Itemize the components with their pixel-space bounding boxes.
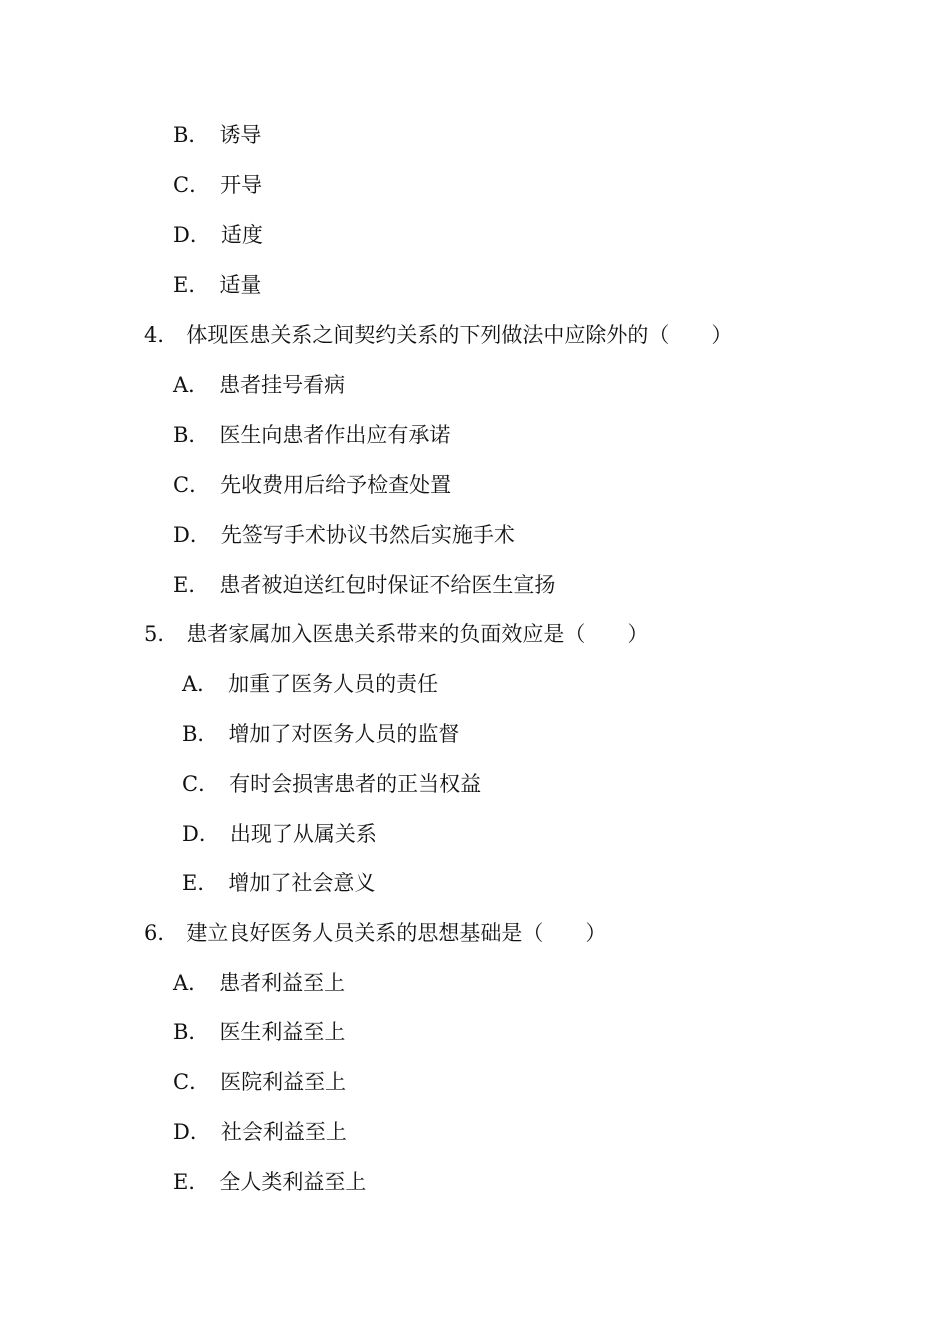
question-4-option-d [173, 521, 515, 549]
question-6-stem [144, 919, 606, 947]
option-text: 社会利益至上 [220, 1120, 347, 1144]
question-6-option-d [173, 1118, 347, 1146]
option-text: 医生利益至上 [219, 1020, 346, 1044]
question-6-option-a [173, 969, 345, 997]
question-text: 体现医患关系之间契约关系的下列做法中应除外的 [186, 323, 649, 347]
option-label: C． [173, 473, 211, 497]
option-label: B． [182, 722, 219, 746]
option-text: 患者利益至上 [219, 971, 346, 995]
option-text: 全人类利益至上 [219, 1170, 367, 1194]
option-label: C． [182, 772, 220, 796]
option-text: 增加了对医务人员的监督 [228, 722, 460, 746]
question-4-option-e [173, 571, 555, 599]
option-b [173, 121, 261, 149]
option-c [173, 171, 262, 199]
option-text: 患者被迫送红包时保证不给医生宣扬 [219, 573, 556, 597]
option-text: 医生向患者作出应有承诺 [219, 423, 451, 447]
option-label: C． [173, 173, 211, 197]
option-text: 增加了社会意义 [228, 871, 376, 895]
question-4-option-b [173, 421, 450, 449]
question-5-stem [144, 620, 648, 648]
question-4-option-a [173, 371, 345, 399]
question-5-option-b [182, 720, 459, 748]
option-label: E． [182, 871, 219, 895]
question-5-option-a [182, 670, 438, 698]
option-text: 开导 [220, 173, 263, 197]
question-number: 6． [144, 921, 179, 945]
option-label: D． [173, 223, 211, 247]
question-text: 建立良好医务人员关系的思想基础是 [186, 921, 523, 945]
option-label: A． [173, 373, 210, 397]
option-label: B． [173, 1020, 210, 1044]
option-text: 适度 [220, 223, 263, 247]
answer-blank: （ ） [648, 323, 733, 347]
option-label: B． [173, 123, 210, 147]
option-label: D． [173, 1120, 211, 1144]
option-text: 先收费用后给予检查处置 [220, 473, 452, 497]
answer-blank: （ ） [564, 622, 649, 646]
option-label: E． [173, 273, 210, 297]
option-e [173, 271, 261, 299]
question-6-option-b [173, 1018, 345, 1046]
option-text: 先签写手术协议书然后实施手术 [220, 523, 515, 547]
question-6-option-e [173, 1168, 366, 1196]
question-5-option-e [182, 869, 375, 897]
question-text: 患者家属加入医患关系带来的负面效应是 [186, 622, 565, 646]
question-5-option-c [182, 770, 481, 798]
option-label: D． [182, 822, 220, 846]
option-text: 加重了医务人员的责任 [228, 672, 439, 696]
question-6-option-c [173, 1068, 346, 1096]
option-text: 有时会损害患者的正当权益 [229, 772, 482, 796]
option-label: D． [173, 523, 211, 547]
answer-blank: （ ） [522, 921, 607, 945]
option-text: 患者挂号看病 [219, 373, 346, 397]
question-4-stem [144, 321, 732, 349]
option-label: E． [173, 1170, 210, 1194]
option-label: E． [173, 573, 210, 597]
question-number: 5． [144, 622, 179, 646]
option-label: A． [173, 971, 210, 995]
option-text: 出现了从属关系 [229, 822, 377, 846]
option-label: C． [173, 1070, 211, 1094]
question-4-option-c [173, 471, 451, 499]
option-d [173, 221, 263, 249]
option-label: B． [173, 423, 210, 447]
question-number: 4． [144, 323, 179, 347]
question-5-option-d [182, 820, 377, 848]
option-text: 诱导 [219, 123, 262, 147]
option-text: 医院利益至上 [220, 1070, 347, 1094]
option-text: 适量 [219, 273, 262, 297]
option-label: A． [182, 672, 219, 696]
